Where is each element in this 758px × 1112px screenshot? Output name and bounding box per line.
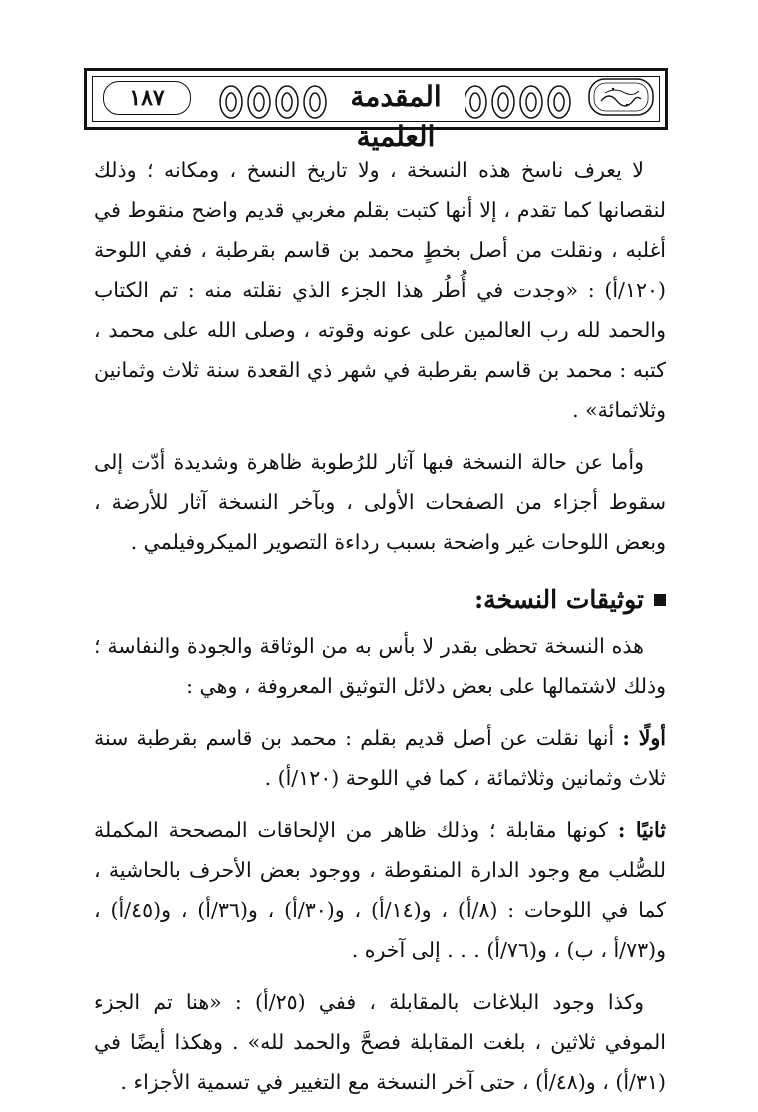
list-item-first <box>94 718 666 798</box>
list-item-second <box>94 810 666 970</box>
list-item-text: أنها نقلت عن أصل قديم بقلم : محمد بن قاسم بقرطبة سنة ثلاث وثمانين وثلاثمائة ، كما في اللوحة (١٢٠/أ) . <box>94 726 666 790</box>
page-header <box>84 68 668 153</box>
book-logo-emblem <box>587 77 655 117</box>
paragraph-manuscript-description: لا يعرف ناسخ هذه النسخة ، ولا تاريخ النسخ ، ومكانه ؛ وذلك لنقصانها كما تقدم ، إلا أنها كتبت بقلم مغربي قديم واضح منقوط في أغلبه ، ونقلت من أصل بخطٍ محمد بن قاسم بقرطبة ، ففي اللوحة (١٢٠/أ) : «وجدت في أُطُر هذا الجزء الذي نقلته منه : تم الكتاب والحمد لله رب العالمين على عونه وقوته ، وصلى الله على محمد ، كتبه : محمد بن قاسم بقرطبة في شهر ذي القعدة سنة ثلاث وثمانين وثلاثمائة» . <box>94 158 666 422</box>
list-item-text: كونها مقابلة ؛ وذلك ظاهر من الإلحاقات المصححة المكملة للصُّلب مع وجود الدارة المنقوطة ، ووجود بعض الأحرف بالحاشية ، كما في اللوحات : (٨/أ) ، و(١٤/أ) ، و(٣٠/أ) ، و(٣٦/أ) ، و(٤٥/أ) ، و(٧٣/أ ، ب) ، و(٧٦/أ) . . . إلى آخره . <box>94 818 667 962</box>
ornament-chain-right <box>461 71 573 133</box>
section-heading <box>94 578 666 622</box>
list-item-lead: ثانيًا : <box>617 818 666 842</box>
paragraph-closing: وكذا وجود البلاغات بالمقابلة ، ففي (٢٥/أ) : «هنا تم الجزء الموفي ثلاثين ، بلغت المقابلة فصحَّ والحمد لله» . وهكذا أيضًا في (٣١/أ) ، و(٤٨/أ) ، حتى آخر النسخة مع التغيير في تسمية الأجزاء . <box>94 990 666 1094</box>
page-number: ١٨٧ <box>103 81 191 115</box>
section-heading-text: توثيقات النسخة: <box>473 585 644 614</box>
ornament-chain-left <box>217 71 329 133</box>
page-body <box>94 150 666 1102</box>
list-item-lead: أولًا : <box>622 726 666 750</box>
paragraph-manuscript-condition: وأما عن حالة النسخة فبها آثار للرُطوبة ظاهرة وشديدة أدّت إلى سقوط أجزاء من الصفحات الأولى ، وبآخر النسخة آثار للأرضة ، وبعض اللوحات غير واضحة بسبب رداءة التصوير الميكروفيلمي . <box>94 450 666 554</box>
section-intro: هذه النسخة تحظى بقدر لا بأس به من الوثاقة والجودة والنفاسة ؛ وذلك لاشتمالها على بعض دلائل التوثيق المعروفة ، وهي : <box>94 634 666 698</box>
square-bullet-icon <box>654 594 666 606</box>
running-title: المقدمة العلمية <box>327 77 465 117</box>
